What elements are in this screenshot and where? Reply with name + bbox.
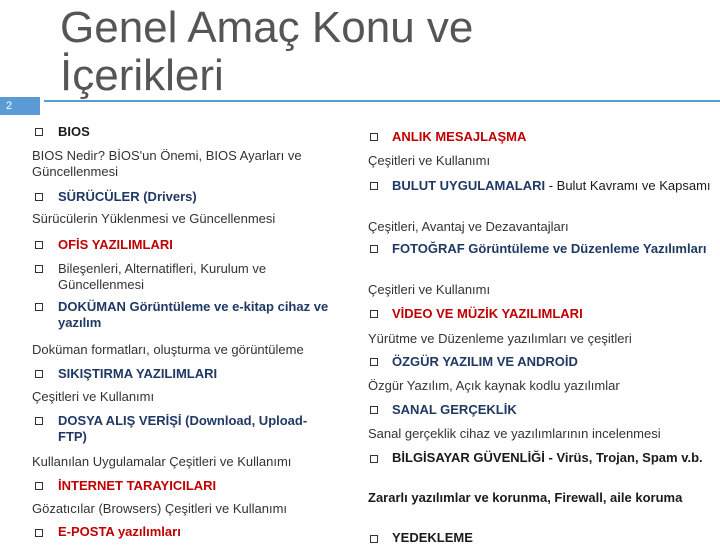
left-item-file-transfer: DOSYA ALIŞ VERİŞİ (Download, Upload-FTP) bbox=[58, 413, 308, 444]
bullet-icon bbox=[370, 245, 378, 253]
left-sub-document: Doküman formatları, oluşturma ve görüntüleme bbox=[32, 342, 304, 357]
bullet-icon bbox=[35, 417, 43, 425]
bullet-icon bbox=[370, 358, 378, 366]
bullet-icon bbox=[35, 128, 43, 136]
left-sub-compression: Çeşitleri ve Kullanımı bbox=[32, 389, 155, 404]
bullet-icon bbox=[370, 182, 378, 190]
bullet-icon bbox=[370, 406, 378, 414]
slide-title-line2: İçerikleri bbox=[60, 51, 224, 100]
bullet-icon bbox=[35, 303, 43, 311]
right-item-backup: YEDEKLEME bbox=[392, 530, 473, 545]
right-sub-cloud: Çeşitleri, Avantaj ve Dezavantajları bbox=[368, 219, 569, 234]
bullet-icon bbox=[35, 265, 43, 273]
bullet-icon bbox=[370, 535, 378, 543]
bullet-icon bbox=[35, 529, 43, 537]
left-item-compression: SIKIŞTIRMA YAZILIMLARI bbox=[58, 366, 218, 381]
right-item-video-music: VİDEO VE MÜZİK YAZILIMLARI bbox=[392, 306, 583, 321]
right-sub-instant-messaging: Çeşitleri ve Kullanımı bbox=[368, 153, 491, 168]
right-sub-photo: Çeşitleri ve Kullanımı bbox=[368, 282, 491, 297]
left-item-document: DOKÜMAN Görüntüleme ve e-kitap cihaz ve yazılım bbox=[58, 299, 329, 330]
right-item-security: BİLGİSAYAR GÜVENLİĞİ - Virüs, Trojan, Spam v.b. bbox=[392, 450, 703, 465]
left-item-drivers: SÜRÜCÜLER (Drivers) bbox=[58, 189, 197, 204]
bullet-icon bbox=[370, 455, 378, 463]
bullet-icon bbox=[35, 241, 43, 249]
right-item-instant-messaging: ANLIK MESAJLAŞMA bbox=[392, 129, 527, 144]
slide-title-line1: Genel Amaç Konu ve bbox=[60, 3, 474, 52]
right-sub-video-music: Yürütme ve Düzenleme yazılımları ve çeşitleri bbox=[368, 331, 632, 346]
left-sub-bios: BIOS Nedir? BİOS'un Önemi, BIOS Ayarları ve Güncellenmesi bbox=[32, 148, 302, 179]
left-item-email: E-POSTA yazılımları bbox=[58, 524, 181, 539]
right-item-photo: FOTOĞRAF Görüntüleme ve Düzenleme Yazılımları bbox=[392, 241, 707, 256]
left-sub-drivers: Sürücülerin Yüklenmesi ve Güncellenmesi bbox=[32, 211, 276, 226]
left-sub-file-transfer: Kullanılan Uygulamalar Çeşitleri ve Kullanımı bbox=[32, 454, 292, 469]
left-sub-browsers: Gözatıcılar (Browsers) Çeşitleri ve Kullanımı bbox=[32, 501, 288, 516]
slide-number-badge bbox=[0, 97, 40, 115]
right-sub-security: Zararlı yazılımlar ve korunma, Firewall, aile koruma bbox=[368, 490, 683, 505]
right-item-cloud-bold: BULUT UYGULAMALARI bbox=[392, 178, 546, 193]
right-item-virtual-reality: SANAL GERÇEKLİK bbox=[392, 402, 517, 417]
left-item-bios: BIOS bbox=[58, 124, 90, 139]
right-item-free-software: ÖZGÜR YAZILIM VE ANDROİD bbox=[392, 354, 578, 369]
bullet-icon bbox=[35, 193, 43, 201]
right-sub-free-software: Özgür Yazılım, Açık kaynak kodlu yazılımlar bbox=[368, 378, 620, 393]
slide-number: 2 bbox=[6, 100, 13, 112]
left-item-browsers: İNTERNET TARAYICILARI bbox=[58, 478, 217, 493]
left-item-components: Bileşenleri, Alternatifleri, Kurulum ve Güncellenmesi bbox=[58, 261, 267, 292]
right-item-cloud-rest: - Bulut Kavramı ve Kapsamı bbox=[545, 178, 711, 193]
slide-title bbox=[60, 4, 580, 100]
right-item-cloud bbox=[392, 178, 712, 194]
title-divider bbox=[44, 100, 720, 102]
left-item-office: OFİS YAZILIMLARI bbox=[58, 237, 173, 252]
bullet-icon bbox=[35, 482, 43, 490]
right-sub-virtual-reality: Sanal gerçeklik cihaz ve yazılımlarının incelenmesi bbox=[368, 426, 661, 441]
bullet-icon bbox=[35, 370, 43, 378]
bullet-icon bbox=[370, 310, 378, 318]
bullet-icon bbox=[370, 133, 378, 141]
